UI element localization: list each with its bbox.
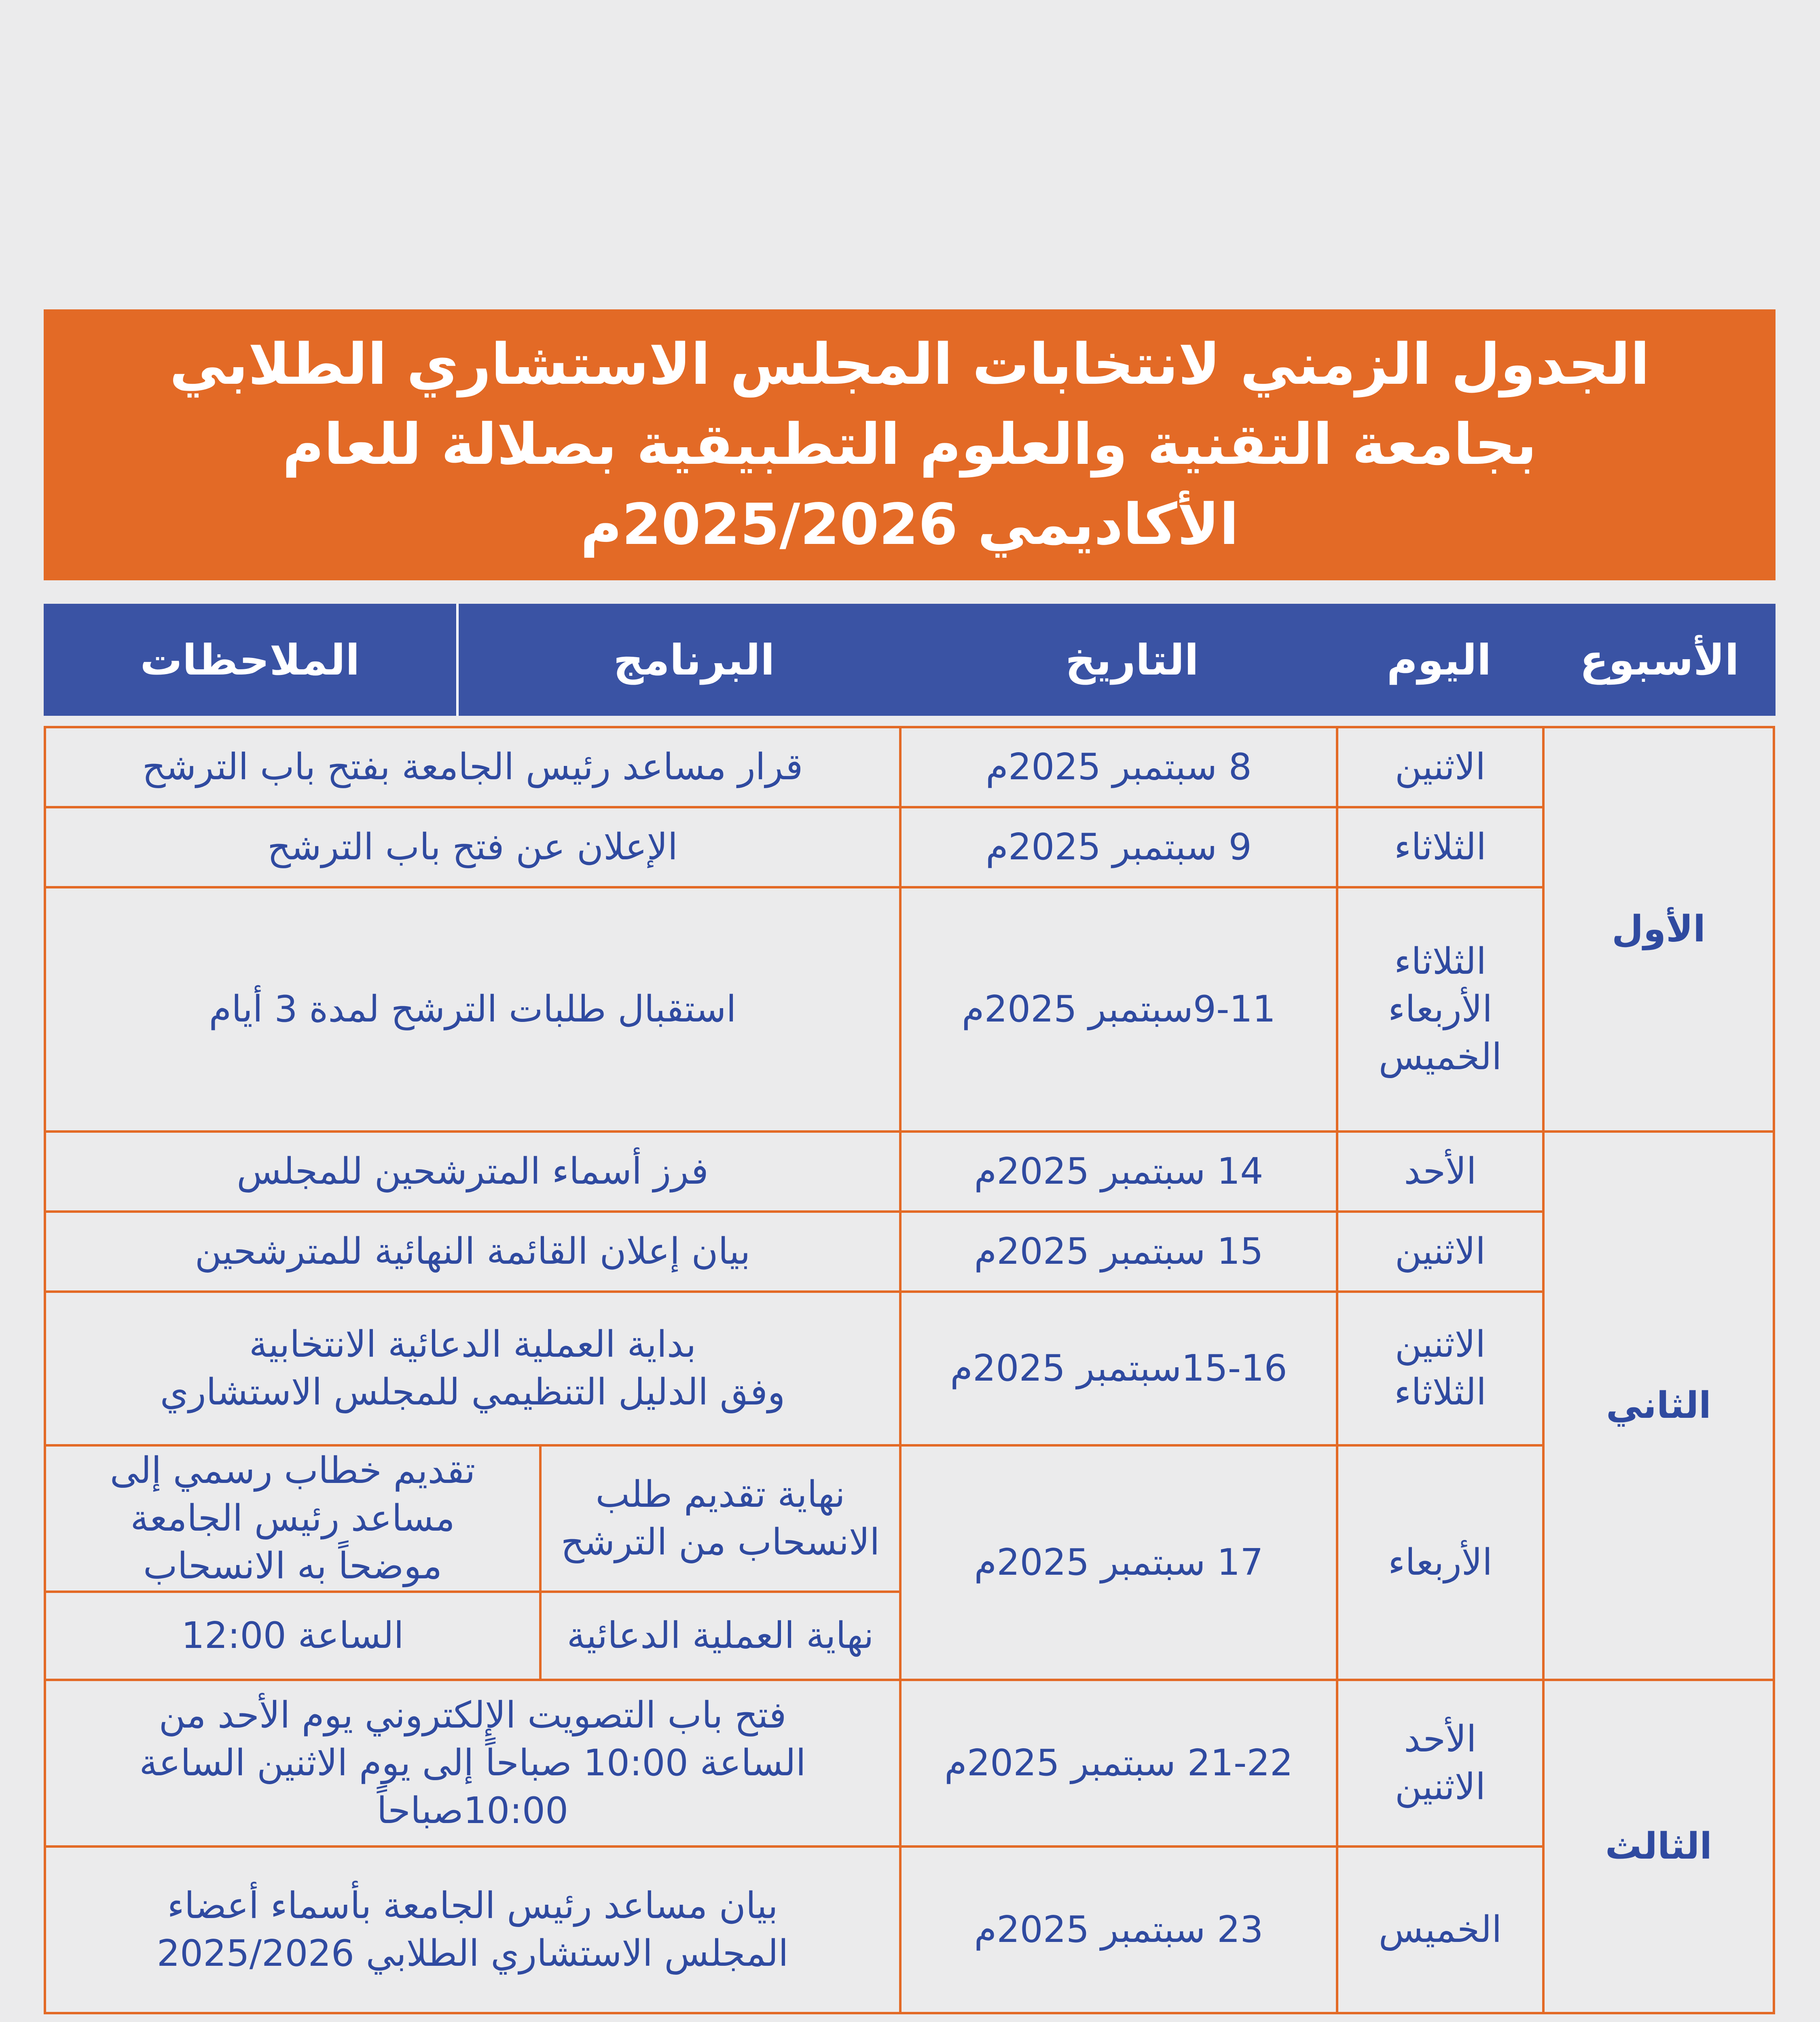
program-line: فتح باب التصويت الإلكتروني يوم الأحد من: [159, 1694, 787, 1736]
program-line: الساعة 10:00 صباحاً إلى يوم الاثنين الساعة: [139, 1742, 806, 1784]
day-cell: [1337, 887, 1543, 1132]
table-row: [45, 727, 1774, 807]
table-header: [44, 604, 1776, 716]
day-cell: [1337, 1292, 1543, 1445]
date-cell: 23 سبتمبر 2025م: [900, 1846, 1337, 2013]
note-cell: [45, 1445, 540, 1592]
day-cell: الثلاثاء: [1337, 807, 1543, 887]
header-program: البرنامج: [613, 635, 775, 685]
program-cell: فرز أسماء المترشحين للمجلس: [45, 1132, 900, 1212]
table-row: [45, 1680, 1774, 1846]
day-line: الخميس: [1378, 1036, 1502, 1078]
program-cell: قرار مساعد رئيس الجامعة بفتح باب الترشح: [45, 727, 900, 807]
title-line-2: بجامعة التقنية والعلوم التطبيقية بصلالة للعام: [282, 412, 1537, 478]
header-day: اليوم: [1386, 635, 1492, 685]
week-second: الثاني: [1543, 1132, 1774, 1680]
title-banner: [44, 309, 1776, 580]
program-cell: [540, 1445, 900, 1592]
table-row: [45, 807, 1774, 887]
program-line: الانسحاب من الترشح: [561, 1521, 880, 1563]
header-week: الأسبوع: [1579, 635, 1740, 685]
date-cell: 21-22 سبتمبر 2025م: [900, 1680, 1337, 1846]
table-row: [45, 1132, 1774, 1212]
day-line: الأربعاء: [1388, 988, 1493, 1030]
program-line: وفق الدليل التنظيمي للمجلس الاستشاري: [160, 1371, 785, 1413]
program-cell: [45, 1680, 900, 1846]
title-line-1: الجدول الزمني لانتخابات المجلس الاستشاري الطلابي: [169, 332, 1650, 398]
program-cell: استقبال طلبات الترشح لمدة 3 أيام: [45, 887, 900, 1132]
program-cell: الإعلان عن فتح باب الترشح: [45, 807, 900, 887]
day-cell: الأربعاء: [1337, 1445, 1543, 1680]
day-line: الأحد: [1404, 1718, 1477, 1760]
schedule-table: [44, 726, 1775, 2014]
date-cell: 17 سبتمبر 2025م: [900, 1445, 1337, 1680]
table-row: [45, 1445, 1774, 1592]
program-cell: [45, 1846, 900, 2013]
note-cell: الساعة 12:00: [45, 1592, 540, 1680]
program-line: 10:00صباحاً: [377, 1789, 569, 1832]
program-line: بداية العملية الدعائية الانتخابية: [249, 1323, 696, 1366]
table-row: [45, 887, 1774, 1132]
day-line: الاثنين: [1395, 1766, 1486, 1808]
day-cell: الاثنين: [1337, 727, 1543, 807]
program-line: المجلس الاستشاري الطلابي 2025/2026: [157, 1932, 789, 1975]
week-third: الثالث: [1543, 1680, 1774, 2013]
table-row: [45, 1212, 1774, 1292]
date-cell: 15-16سبتمبر 2025م: [900, 1292, 1337, 1445]
day-cell: الاثنين: [1337, 1212, 1543, 1292]
program-line: بيان مساعد رئيس الجامعة بأسماء أعضاء: [167, 1885, 778, 1927]
program-cell: نهاية العملية الدعائية: [540, 1592, 900, 1680]
day-line: الثلاثاء: [1394, 1371, 1487, 1413]
note-line: مساعد رئيس الجامعة: [130, 1497, 455, 1540]
table-row: [45, 1846, 1774, 2013]
program-line: نهاية تقديم طلب: [595, 1473, 845, 1516]
header-divider: [456, 604, 459, 716]
day-cell: [1337, 1680, 1543, 1846]
date-cell: 15 سبتمبر 2025م: [900, 1212, 1337, 1292]
day-cell: الخميس: [1337, 1846, 1543, 2013]
date-cell: 9 سبتمبر 2025م: [900, 807, 1337, 887]
day-cell: الأحد: [1337, 1132, 1543, 1212]
program-cell: [45, 1292, 900, 1445]
table-row: [45, 1292, 1774, 1445]
header-date: التاريخ: [1065, 635, 1199, 685]
note-line: تقديم خطاب رسمي إلى: [110, 1449, 476, 1492]
title-line-3: الأكاديمي 2025/2026م: [580, 492, 1239, 558]
date-cell: 14 سبتمبر 2025م: [900, 1132, 1337, 1212]
date-cell: 9-11سبتمبر 2025م: [900, 887, 1337, 1132]
day-line: الثلاثاء: [1394, 940, 1487, 983]
header-notes: الملاحظات: [140, 635, 360, 685]
week-first: الأول: [1543, 727, 1774, 1132]
day-line: الاثنين: [1395, 1323, 1486, 1366]
program-cell: بيان إعلان القائمة النهائية للمترشحين: [45, 1212, 900, 1292]
note-line: موضحاً به الانسحاب: [143, 1545, 442, 1587]
date-cell: 8 سبتمبر 2025م: [900, 727, 1337, 807]
